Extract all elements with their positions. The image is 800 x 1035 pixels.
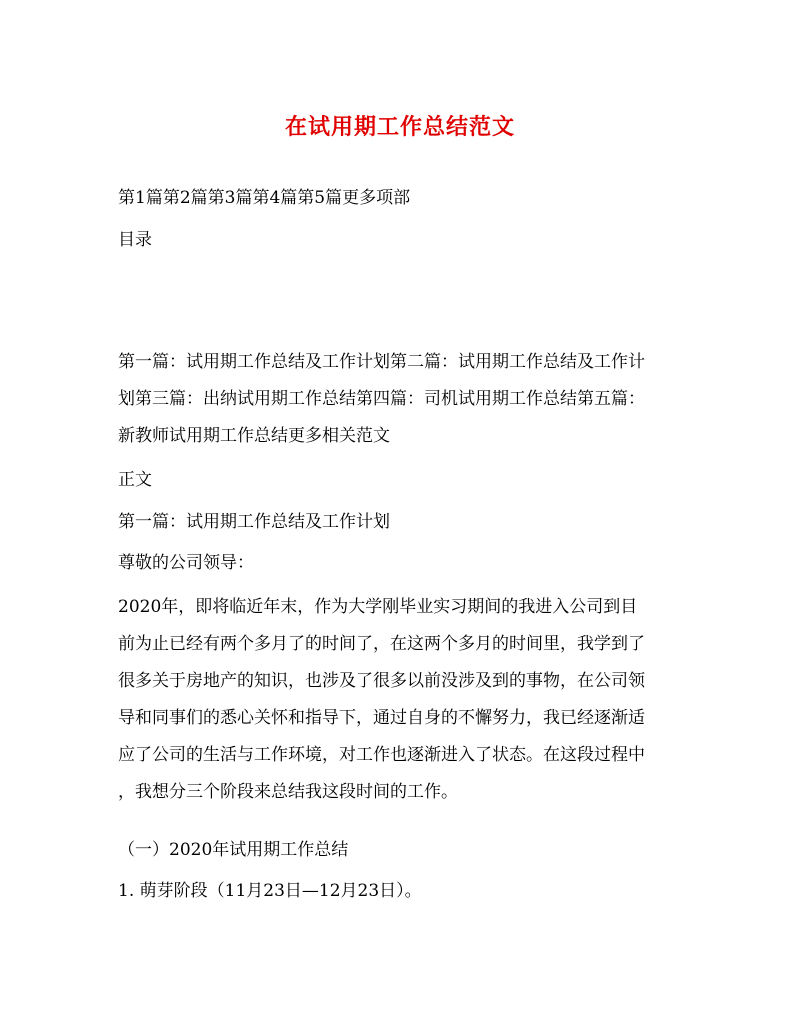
body-paragraph	[118, 589, 684, 811]
nav-line: 第1篇第2篇第3篇第4篇第5篇更多项部	[118, 188, 411, 208]
paragraph-line: 很多关于房地产的知识，也涉及了很多以前没涉及到的事物，在公司领	[118, 671, 645, 691]
section-title: 第一篇：试用期工作总结及工作计划	[118, 512, 390, 532]
toc-line: 划第三篇：出纳试用期工作总结第四篇：司机试用期工作总结第五篇：	[118, 389, 645, 409]
subsection-title: （一）2020年试用期工作总结	[118, 840, 349, 860]
toc-line: 新教师试用期工作总结更多相关范文	[118, 426, 390, 446]
paragraph-line: 2020年，即将临近年末，作为大学刚毕业实习期间的我进入公司到目	[118, 597, 638, 617]
paragraph-line: ，我想分三个阶段来总结我这段时间的工作。	[118, 782, 458, 802]
body-heading: 正文	[118, 470, 152, 490]
toc-line: 第一篇：试用期工作总结及工作计划第二篇：试用期工作总结及工作计	[118, 352, 645, 372]
salutation: 尊敬的公司领导：	[118, 553, 254, 573]
list-item: 1. 萌芽阶段（11月23日—12月23日）。	[118, 881, 422, 901]
paragraph-line: 应了公司的生活与工作环境，对工作也逐渐进入了状态。在这段过程中	[118, 745, 645, 765]
paragraph-line: 导和同事们的悉心关怀和指导下，通过自身的不懈努力，我已经逐渐适	[118, 708, 645, 728]
toc-heading: 目录	[118, 230, 152, 250]
document-title: 在试用期工作总结范文	[284, 114, 515, 140]
paragraph-line: 前为止已经有两个多月了的时间了，在这两个多月的时间里，我学到了	[118, 634, 645, 654]
toc-list	[118, 344, 684, 455]
